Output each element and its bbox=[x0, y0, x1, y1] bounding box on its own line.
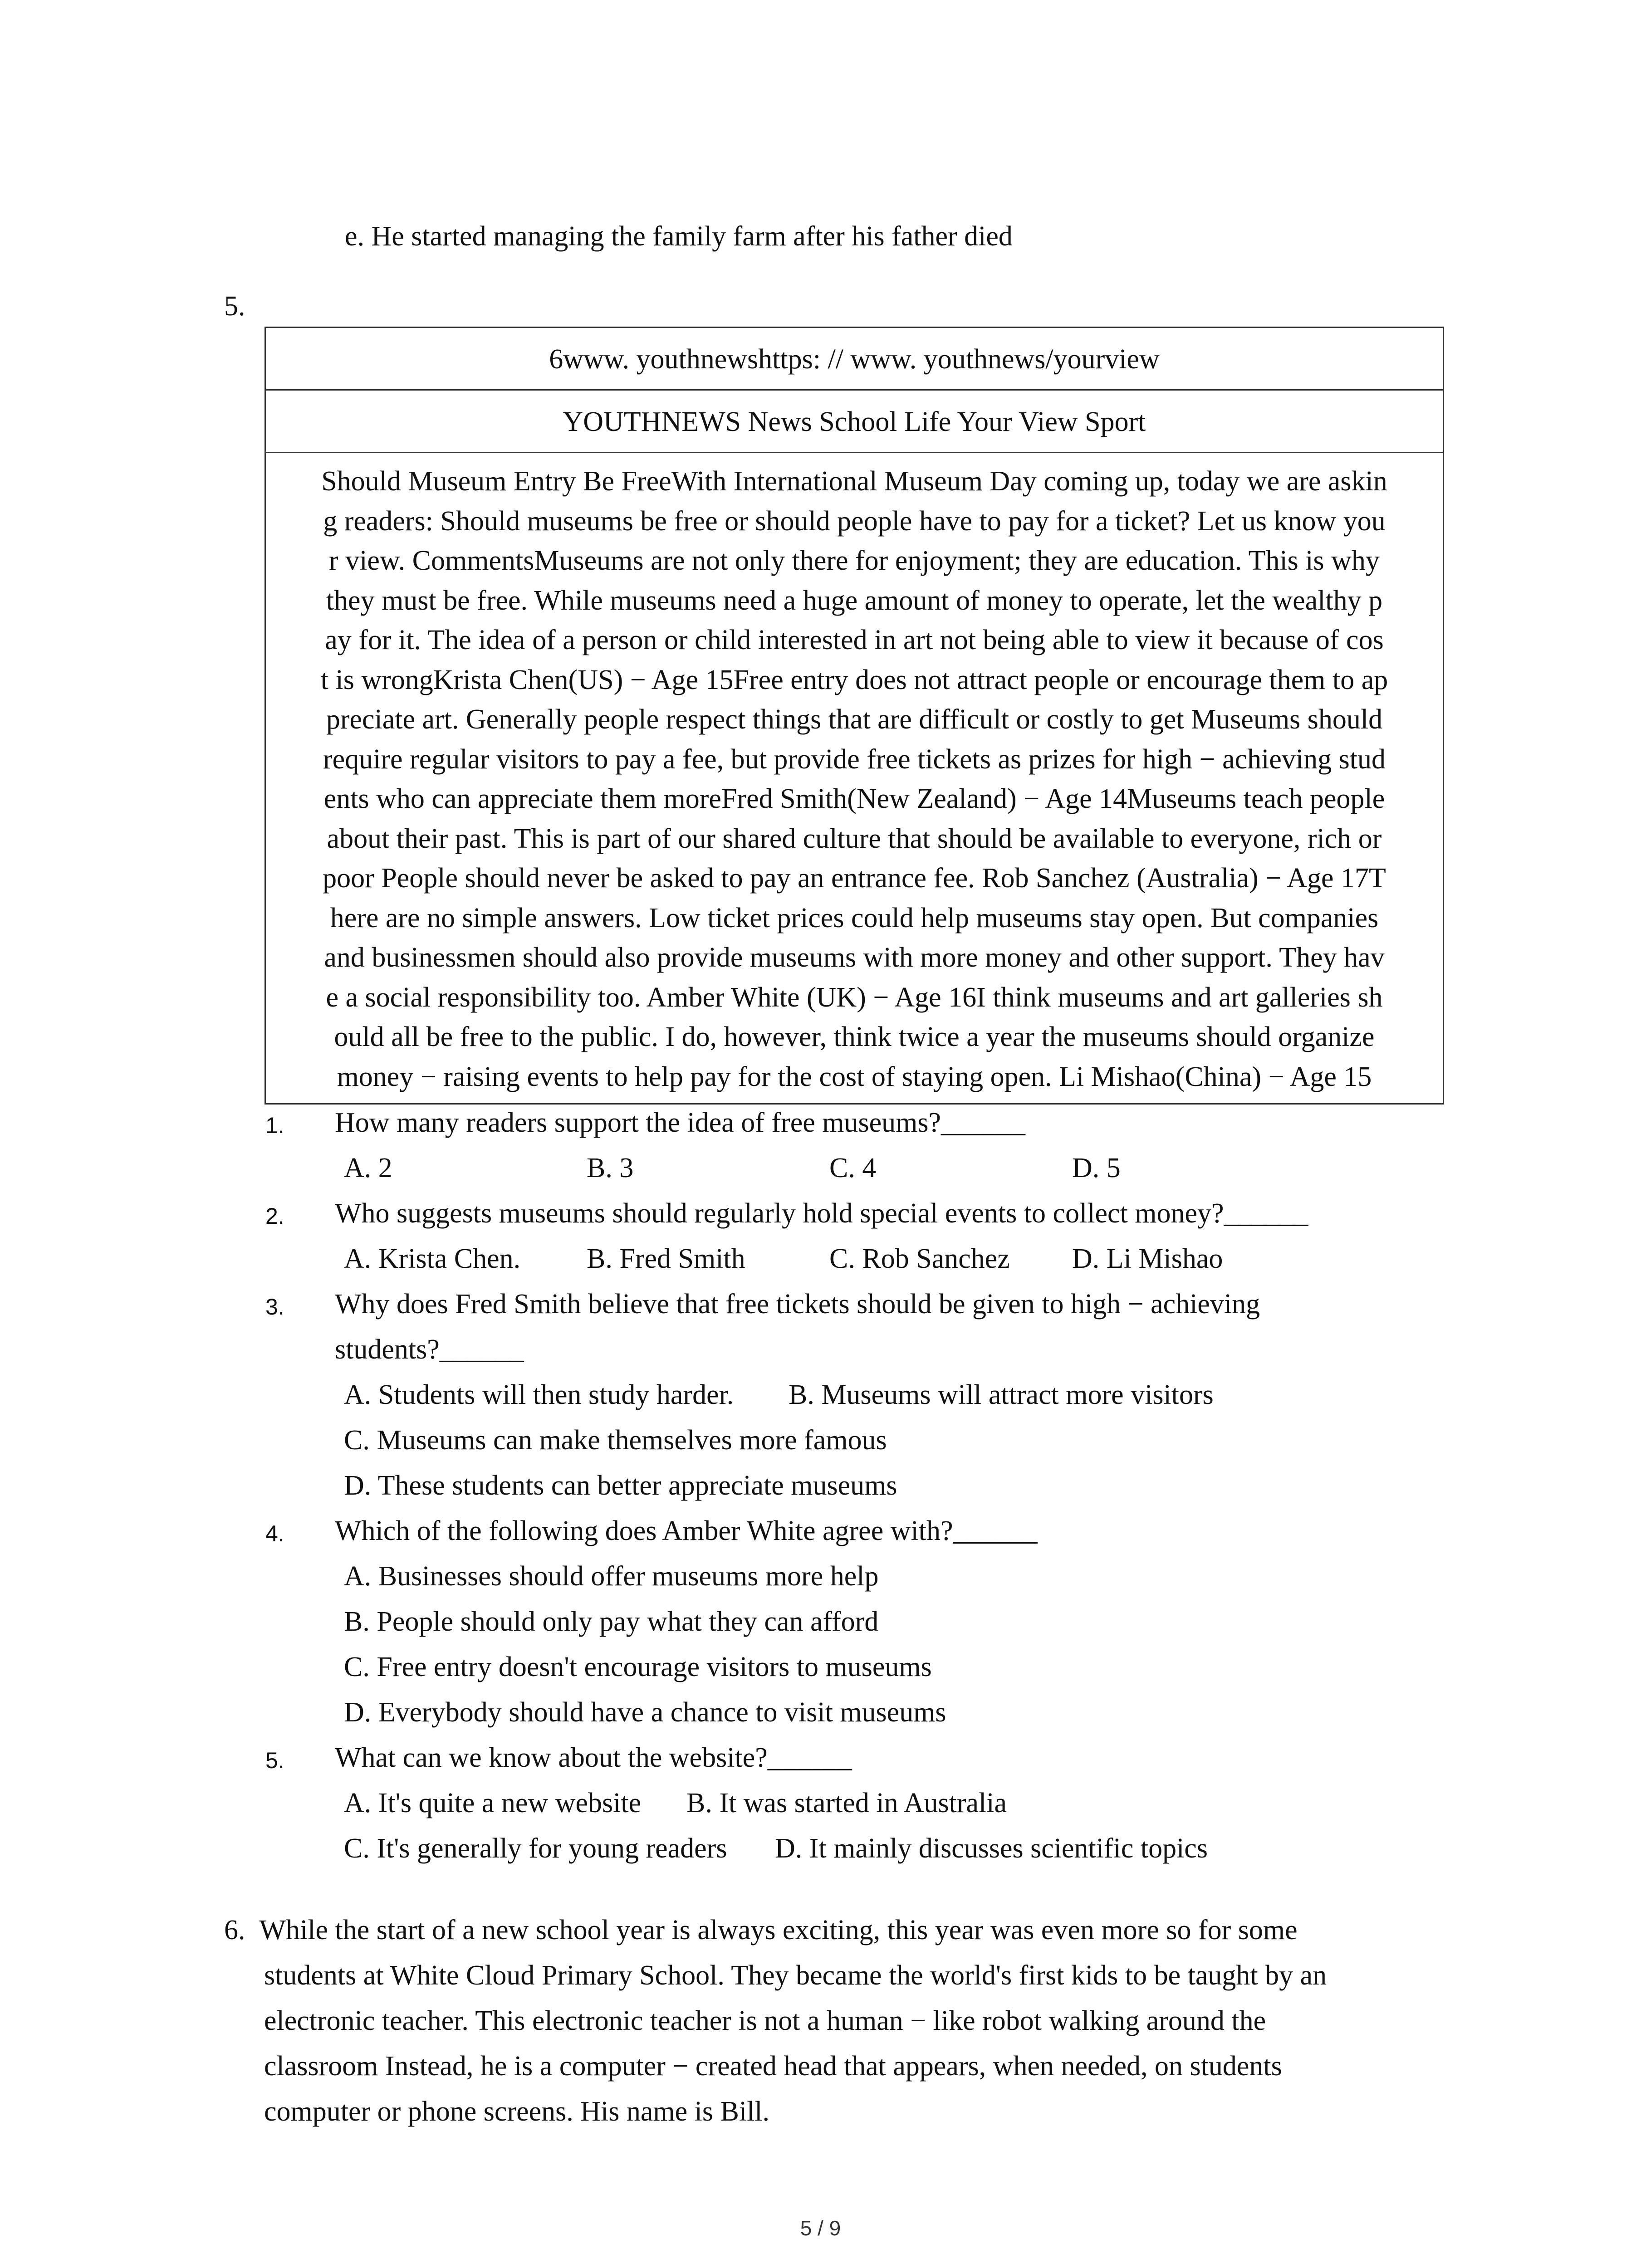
article-line: e a social responsibility too. Amber White (UK) − Age 16I think museums and art galleries sh bbox=[326, 982, 1383, 1013]
website-mockup-box bbox=[265, 327, 1444, 1105]
question-text: What can we know about the website?______ bbox=[335, 1742, 852, 1773]
passage-line: computer or phone screens. His name is Bill. bbox=[264, 2096, 770, 2127]
question-6-passage bbox=[224, 1907, 1449, 2134]
option-c: C. Rob Sanchez bbox=[829, 1243, 1010, 1274]
option-d: D. Li Mishao bbox=[1072, 1243, 1223, 1274]
question-number: 3. bbox=[265, 1294, 284, 1320]
option-a: A. 2 bbox=[344, 1153, 392, 1183]
article-line: about their past. This is part of our shared culture that should be available to everyone, rich or bbox=[327, 823, 1382, 854]
option-d: D. These students can better appreciate museums bbox=[344, 1470, 897, 1501]
article-line: ents who can appreciate them moreFred Smith(New Zealand) − Age 14Museums teach people bbox=[323, 783, 1385, 814]
article-line: here are no simple answers. Low ticket prices could help museums stay open. But companies bbox=[330, 902, 1379, 934]
option-c: C. Free entry doesn't encourage visitors to museums bbox=[344, 1652, 932, 1682]
question-number: 2. bbox=[265, 1203, 284, 1229]
article-line: ould all be free to the public. I do, however, think twice a year the museums should organize bbox=[334, 1022, 1375, 1052]
article-line: require regular visitors to pay a fee, but provide free tickets as prizes for high − achieving stud bbox=[323, 743, 1386, 775]
article-line: r view. CommentsMuseums are not only there for enjoyment; they are education. This is why bbox=[329, 545, 1380, 576]
question-number: 5. bbox=[265, 1748, 284, 1773]
option-b: B. It was started in Australia bbox=[686, 1788, 1007, 1818]
option-c: C. Museums can make themselves more famous bbox=[344, 1425, 887, 1456]
option-b: B. People should only pay what they can afford bbox=[344, 1606, 879, 1637]
option-c: C. 4 bbox=[829, 1153, 877, 1183]
option-a: A. It's quite a new website bbox=[344, 1788, 642, 1818]
article-line: preciate art. Generally people respect things that are difficult or costly to get Museums should bbox=[326, 704, 1383, 735]
passage-line: While the start of a new school year is always exciting, this year was even more so for some bbox=[259, 1915, 1298, 1945]
option-c: C. It's generally for young readers bbox=[344, 1833, 727, 1864]
article-line: poor People should never be asked to pay an entrance fee. Rob Sanchez (Australia) − Age 17T bbox=[323, 863, 1386, 894]
article-line: ay for it. The idea of a person or child interested in art not being able to view it because of cos bbox=[325, 625, 1384, 655]
article-line: and businessmen should also provide museums with more money and other support. They hav bbox=[324, 942, 1385, 973]
website-url-bar: 6www. youthnewshttps: // www. youthnews/yourview bbox=[266, 328, 1443, 391]
option-d: D. It mainly discusses scientific topics bbox=[775, 1833, 1208, 1864]
article-line: g readers: Should museums be free or should people have to pay for a ticket? Let us know you bbox=[323, 505, 1386, 537]
option-b: B. 3 bbox=[587, 1153, 634, 1183]
question-5-number: 5. bbox=[224, 291, 245, 322]
article-line: money − raising events to help pay for the cost of staying open. Li Mishao(China) − Age 15 bbox=[337, 1061, 1372, 1092]
passage-line: classroom Instead, he is a computer − created head that appears, when needed, on students bbox=[264, 2051, 1282, 2082]
question-6-number: 6. bbox=[224, 1915, 245, 1945]
website-article bbox=[276, 462, 1433, 1097]
website-nav-bar: YOUTHNEWS News School Life Your View Sport bbox=[266, 391, 1443, 453]
question-text-continued: students?______ bbox=[335, 1334, 524, 1365]
previous-question-option-e: e. He started managing the family farm after his father died bbox=[345, 221, 1013, 252]
option-a: A. Krista Chen. bbox=[344, 1243, 521, 1274]
question-text: Why does Fred Smith believe that free tickets should be given to high − achieving bbox=[335, 1289, 1260, 1320]
article-line: Should Museum Entry Be FreeWith International Museum Day coming up, today we are askin bbox=[321, 466, 1387, 497]
page-number: 5 / 9 bbox=[800, 2216, 841, 2240]
question-number: 4. bbox=[265, 1521, 284, 1546]
question-text: How many readers support the idea of free museums?______ bbox=[335, 1107, 1025, 1138]
option-a: A. Students will then study harder. bbox=[344, 1379, 734, 1410]
question-number: 1. bbox=[265, 1113, 284, 1138]
passage-line: electronic teacher. This electronic teacher is not a human − like robot walking around the bbox=[264, 2005, 1266, 2036]
option-a: A. Businesses should offer museums more help bbox=[344, 1561, 879, 1592]
option-b: B. Fred Smith bbox=[587, 1243, 745, 1274]
question-text: Which of the following does Amber White agree with?______ bbox=[335, 1515, 1038, 1546]
option-d: D. 5 bbox=[1072, 1153, 1121, 1183]
option-b: B. Museums will attract more visitors bbox=[789, 1379, 1214, 1410]
question-text: Who suggests museums should regularly hold special events to collect money?______ bbox=[335, 1198, 1308, 1229]
passage-line: students at White Cloud Primary School. They became the world's first kids to be taught by an bbox=[264, 1960, 1327, 1991]
option-d: D. Everybody should have a chance to visit museums bbox=[344, 1697, 946, 1728]
article-line: t is wrongKrista Chen(US) − Age 15Free entry does not attract people or encourage them to ap bbox=[320, 664, 1388, 695]
article-line: they must be free. While museums need a huge amount of money to operate, let the wealthy p bbox=[326, 585, 1383, 616]
